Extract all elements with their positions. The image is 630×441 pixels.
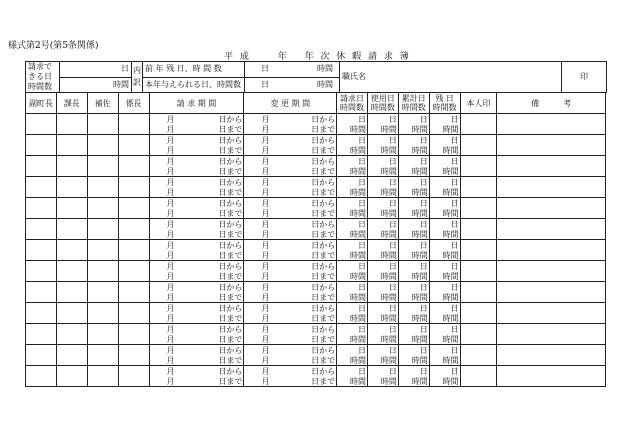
day-cell: 日 [367,303,398,314]
approval-cell [118,219,149,240]
period-cell: 月 日まで [244,376,337,387]
hour-cell: 時間 [429,250,460,261]
summary-table [25,61,607,93]
day-cell: 日 [337,282,368,293]
day-cell: 日 [398,135,429,146]
period-cell: 月 日まで [149,313,244,324]
col-chief: 係長 [118,93,149,114]
period-cell: 月 日から [244,156,337,167]
approval-cell [87,261,118,282]
document-title: 平 成 年 年 次 休 暇 請 求 簿 [224,52,411,62]
hour-cell: 時間 [398,250,429,261]
day-cell: 日 [429,261,460,272]
approval-cell [118,261,149,282]
period-cell: 月 日から [244,198,337,209]
day-cell: 日 [367,345,398,356]
day-cell: 日 [429,177,460,188]
seal-cell [460,198,497,219]
hour-cell: 時間 [398,229,429,240]
day-cell: 日 [429,156,460,167]
day-cell: 日 [367,198,398,209]
approval-cell [87,303,118,324]
hour-cell: 時間 [337,292,368,303]
period-cell: 月 日まで [149,166,244,177]
approval-cell [56,324,87,345]
hour-cell: 時間 [429,313,460,324]
period-cell: 月 日から [244,261,337,272]
period-cell: 月 日から [149,324,244,335]
approval-cell [56,114,87,135]
period-cell: 月 日から [244,219,337,230]
approval-cell [26,366,57,387]
table-row [26,324,606,335]
period-cell: 月 日まで [149,145,244,156]
table-row [26,198,606,209]
hour-cell: 時間 [367,166,398,177]
period-cell: 月 日から [149,177,244,188]
col-remarks: 備 考 [497,93,606,114]
ledger-body [26,114,606,387]
day-cell: 日 [398,282,429,293]
hour-cell: 時間 [367,145,398,156]
period-cell: 月 日まで [244,124,337,135]
current-year-value: 日 時間 [245,77,340,93]
approval-cell [26,282,57,303]
form-number: 様式第2号(第5条関係) [8,41,99,51]
col-change-period: 変 更 期 間 [244,93,337,114]
approval-cell [87,324,118,345]
period-cell: 月 日から [244,366,337,377]
day-cell: 日 [398,156,429,167]
day-cell: 日 [367,156,398,167]
table-row [26,282,606,293]
current-year-label: 本年与えられる日、時間数 [143,77,245,93]
day-cell: 日 [367,240,398,251]
period-cell: 月 日から [244,177,337,188]
day-cell: 日 [367,324,398,335]
approval-cell [56,366,87,387]
day-cell: 日 [429,345,460,356]
approval-cell [118,198,149,219]
day-cell: 日 [429,114,460,125]
day-cell: 日 [367,261,398,272]
approval-cell [87,240,118,261]
day-cell: 日 [337,303,368,314]
approval-cell [87,198,118,219]
period-cell: 月 日まで [149,376,244,387]
hour-cell: 時間 [337,376,368,387]
col-requested: 請求日 時間数 [337,93,368,114]
remarks-cell [497,345,606,366]
remarks-cell [497,324,606,345]
hour-cell: 時間 [367,355,398,366]
entitled-days: 日 [60,62,132,78]
approval-cell [56,177,87,198]
approval-cell [56,135,87,156]
day-cell: 日 [398,324,429,335]
day-cell: 日 [337,198,368,209]
hour-cell: 時間 [337,250,368,261]
approval-cell [118,177,149,198]
day-cell: 日 [367,135,398,146]
day-cell: 日 [398,303,429,314]
hour-cell: 時間 [429,145,460,156]
day-cell: 日 [429,219,460,230]
period-cell: 月 日から [149,240,244,251]
prev-year-value: 日 時間 [245,62,340,78]
hour-cell: 時間 [398,376,429,387]
approval-cell [87,114,118,135]
approval-cell [56,345,87,366]
remarks-cell [497,198,606,219]
period-cell: 月 日まで [244,187,337,198]
period-cell: 月 日まで [244,208,337,219]
hour-cell: 時間 [367,250,398,261]
approval-cell [87,366,118,387]
day-cell: 日 [398,345,429,356]
approval-cell [26,135,57,156]
period-cell: 月 日まで [244,166,337,177]
col-used: 使用日 時間数 [367,93,398,114]
hour-cell: 時間 [398,187,429,198]
hour-cell: 時間 [429,187,460,198]
day-cell: 日 [429,324,460,335]
hour-cell: 時間 [337,355,368,366]
day-cell: 日 [398,240,429,251]
period-cell: 月 日まで [149,271,244,282]
col-request-period: 請 求 期 間 [149,93,244,114]
approval-cell [56,303,87,324]
hour-cell: 時間 [367,208,398,219]
staff-seal: 印 [562,62,607,93]
approval-cell [87,156,118,177]
period-cell: 月 日まで [244,229,337,240]
hour-cell: 時間 [337,187,368,198]
approval-cell [87,135,118,156]
day-cell: 日 [429,198,460,209]
period-cell: 月 日まで [244,355,337,366]
remarks-cell [497,240,606,261]
hour-cell: 時間 [398,124,429,135]
table-row [26,135,606,146]
period-cell: 月 日まで [244,271,337,282]
table-row [26,366,606,377]
period-cell: 月 日から [244,345,337,356]
prev-year-label: 前 年 残 日、時 間 数 [143,62,245,78]
seal-cell [460,177,497,198]
seal-cell [460,135,497,156]
seal-cell [460,366,497,387]
hour-cell: 時間 [398,166,429,177]
period-cell: 月 日から [244,282,337,293]
approval-cell [118,303,149,324]
table-row [26,156,606,167]
hour-cell: 時間 [398,208,429,219]
approval-cell [56,156,87,177]
col-vice-director: 副町長 [26,93,57,114]
hour-cell: 時間 [429,208,460,219]
approval-cell [118,135,149,156]
period-cell: 月 日から [149,135,244,146]
seal-cell [460,240,497,261]
approval-cell [56,198,87,219]
table-row [26,261,606,272]
approval-cell [26,177,57,198]
day-cell: 日 [337,261,368,272]
approval-cell [56,240,87,261]
day-cell: 日 [429,135,460,146]
period-cell: 月 日から [244,135,337,146]
leave-request-form [25,61,606,387]
remarks-cell [497,219,606,240]
table-row [26,303,606,314]
seal-cell [460,345,497,366]
approval-cell [118,240,149,261]
approval-cell [26,219,57,240]
period-cell: 月 日まで [244,334,337,345]
approval-cell [26,114,57,135]
hour-cell: 時間 [337,208,368,219]
period-cell: 月 日まで [244,145,337,156]
approval-cell [56,261,87,282]
hour-cell: 時間 [398,355,429,366]
day-cell: 日 [337,135,368,146]
period-cell: 月 日まで [244,313,337,324]
remarks-cell [497,366,606,387]
hour-cell: 時間 [398,313,429,324]
hour-cell: 時間 [367,187,398,198]
day-cell: 日 [398,198,429,209]
day-cell: 日 [337,156,368,167]
seal-cell [460,324,497,345]
period-cell: 月 日まで [149,355,244,366]
approval-cell [26,324,57,345]
remarks-cell [497,177,606,198]
entitled-label: 請求で きる日 時間数 [26,62,60,93]
table-row [26,219,606,230]
day-cell: 日 [398,261,429,272]
period-cell: 月 日まで [244,292,337,303]
table-row [26,240,606,251]
seal-cell [460,303,497,324]
period-cell: 月 日まで [149,250,244,261]
hour-cell: 時間 [337,271,368,282]
period-cell: 月 日まで [244,250,337,261]
period-cell: 月 日から [149,303,244,314]
hour-cell: 時間 [398,334,429,345]
staff-name: 職氏名 [340,62,562,93]
approval-cell [26,261,57,282]
period-cell: 月 日から [149,366,244,377]
period-cell: 月 日から [244,324,337,335]
remarks-cell [497,261,606,282]
table-row [26,177,606,188]
period-cell: 月 日から [244,114,337,125]
day-cell: 日 [337,366,368,377]
hour-cell: 時間 [429,292,460,303]
breakdown-label: 内 訳 [132,62,143,93]
period-cell: 月 日から [149,345,244,356]
remarks-cell [497,303,606,324]
hour-cell: 時間 [429,166,460,177]
day-cell: 日 [398,177,429,188]
col-seal: 本人印 [460,93,497,114]
approval-cell [26,345,57,366]
hour-cell: 時間 [367,271,398,282]
seal-cell [460,219,497,240]
remarks-cell [497,282,606,303]
period-cell: 月 日から [149,156,244,167]
approval-cell [118,324,149,345]
hour-cell: 時間 [367,124,398,135]
hour-cell: 時間 [367,376,398,387]
period-cell: 月 日から [244,303,337,314]
day-cell: 日 [337,345,368,356]
day-cell: 日 [429,303,460,314]
hour-cell: 時間 [429,124,460,135]
col-section-chief: 課長 [56,93,87,114]
day-cell: 日 [337,177,368,188]
day-cell: 日 [367,366,398,377]
approval-cell [26,303,57,324]
hour-cell: 時間 [367,229,398,240]
approval-cell [56,282,87,303]
period-cell: 月 日から [149,282,244,293]
entitled-hours: 時間 [60,77,132,93]
approval-cell [56,219,87,240]
day-cell: 日 [337,240,368,251]
approval-cell [118,345,149,366]
request-ledger [25,92,606,387]
day-cell: 日 [398,219,429,230]
day-cell: 日 [398,114,429,125]
period-cell: 月 日から [244,240,337,251]
approval-cell [26,198,57,219]
approval-cell [118,366,149,387]
day-cell: 日 [398,366,429,377]
hour-cell: 時間 [367,292,398,303]
col-deputy: 補佐 [87,93,118,114]
hour-cell: 時間 [429,229,460,240]
remarks-cell [497,114,606,135]
approval-cell [118,156,149,177]
hour-cell: 時間 [337,334,368,345]
hour-cell: 時間 [429,334,460,345]
day-cell: 日 [429,366,460,377]
seal-cell [460,114,497,135]
period-cell: 月 日まで [149,208,244,219]
day-cell: 日 [367,219,398,230]
period-cell: 月 日から [149,219,244,230]
hour-cell: 時間 [337,145,368,156]
hour-cell: 時間 [337,229,368,240]
day-cell: 日 [337,114,368,125]
table-row [26,345,606,356]
approval-cell [87,345,118,366]
day-cell: 日 [429,240,460,251]
hour-cell: 時間 [367,313,398,324]
day-cell: 日 [367,177,398,188]
seal-cell [460,282,497,303]
hour-cell: 時間 [398,292,429,303]
hour-cell: 時間 [337,124,368,135]
day-cell: 日 [337,324,368,335]
hour-cell: 時間 [429,376,460,387]
hour-cell: 時間 [337,166,368,177]
hour-cell: 時間 [398,145,429,156]
day-cell: 日 [367,282,398,293]
remarks-cell [497,135,606,156]
approval-cell [118,282,149,303]
approval-cell [87,219,118,240]
approval-cell [87,177,118,198]
hour-cell: 時間 [429,355,460,366]
period-cell: 月 日まで [149,124,244,135]
period-cell: 月 日まで [149,334,244,345]
day-cell: 日 [429,282,460,293]
hour-cell: 時間 [367,334,398,345]
period-cell: 月 日まで [149,292,244,303]
period-cell: 月 日から [149,114,244,125]
period-cell: 月 日まで [149,187,244,198]
remarks-cell [497,156,606,177]
col-remaining: 残 日 時間数 [429,93,460,114]
seal-cell [460,156,497,177]
approval-cell [87,282,118,303]
table-row [26,114,606,125]
approval-cell [26,240,57,261]
day-cell: 日 [367,114,398,125]
seal-cell [460,261,497,282]
period-cell: 月 日から [149,198,244,209]
period-cell: 月 日から [149,261,244,272]
hour-cell: 時間 [429,271,460,282]
approval-cell [26,156,57,177]
hour-cell: 時間 [398,271,429,282]
hour-cell: 時間 [337,313,368,324]
day-cell: 日 [337,219,368,230]
period-cell: 月 日まで [149,229,244,240]
col-cumulative: 累計日 時間数 [398,93,429,114]
approval-cell [118,114,149,135]
